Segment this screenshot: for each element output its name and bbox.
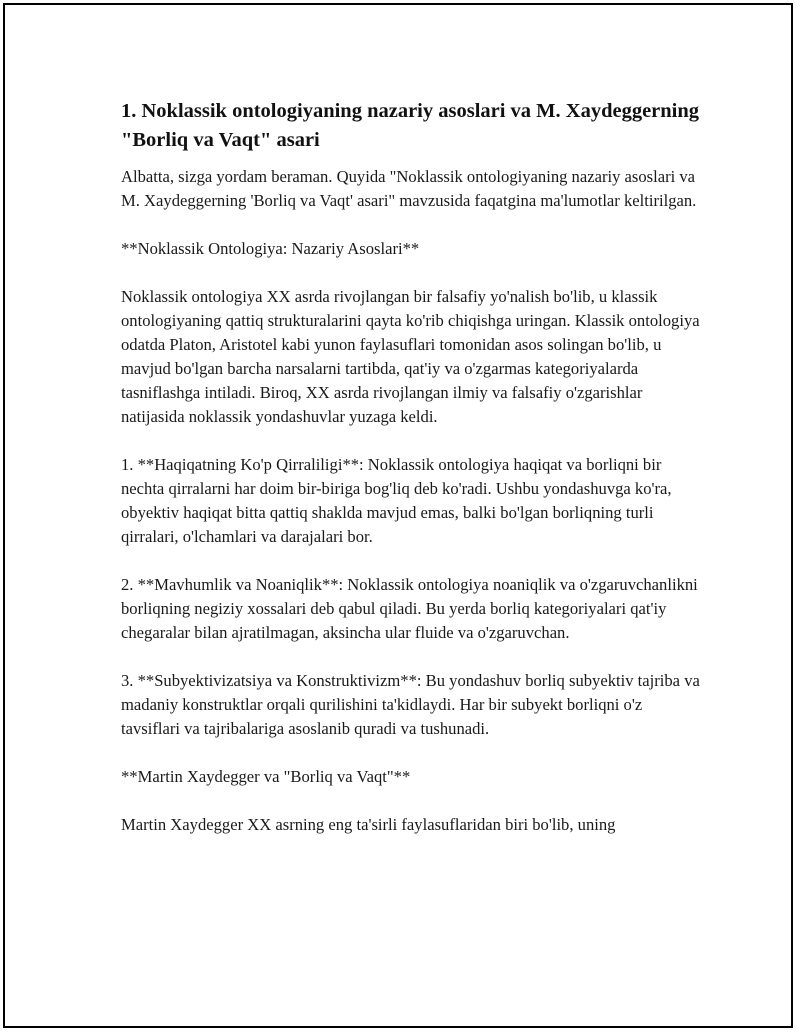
document-page: [3, 3, 793, 1028]
document-body: [121, 97, 701, 861]
list-item-3: 3. **Subyektivizatsiya va Konstruktivizm**: Bu yondashuv borliq subyektiv tajriba va madaniy konstruktlar orqali qurilishini ta'kidlaydi. Har bir subyekt borliqni o'z tavsiflari va tajribalariga asoslanib quradi va tushunadi.: [121, 671, 700, 738]
intro-paragraph: Albatta, sizga yordam beraman. Quyida "Noklassik ontologiyaning nazariy asoslari va M. Xaydeggerning 'Borliq va Vaqt' asari" mavzusida faqatgina ma'lumotlar keltirilgan.: [121, 167, 697, 210]
list-item-2: 2. **Mavhumlik va Noaniqlik**: Noklassik ontologiya noaniqlik va o'zgaruvchanlikni borliqning negiziy xossalari deb qabul qiladi. Bu yerda borliq kategoriyalari qat'iy chegaralar bilan ajratilmagan, aksincha ular fluide va o'zgaruvchan.: [121, 575, 698, 642]
noklassik-paragraph: Noklassik ontologiya XX asrda rivojlangan bir falsafiy yo'nalish bo'lib, u klassik ontologiyaning qattiq strukturalarini qayta ko'rib chiqishga uringan. Klassik ontologiya odatda Platon, Aristotel kabi yunon faylasuflari tomonidan asos solingan bo'lib, u mavjud bo'lgan barcha narsalarni tartibda, qat'iy va o'zgarmas kategoriyalarda tasniflashga intiladi. Biroq, XX asrda rivojlangan ilmiy va falsafiy o'zgarishlar natijasida noklassik yondashuvlar yuzaga keldi.: [121, 287, 700, 426]
xaydegger-paragraph: Martin Xaydegger XX asrning eng ta'sirli faylasuflaridan biri bo'lib, uning: [121, 815, 616, 834]
section-heading-xaydegger: **Martin Xaydegger va "Borliq va Vaqt"**: [121, 767, 411, 786]
section-heading-noklassik: **Noklassik Ontologiya: Nazariy Asoslari**: [121, 239, 420, 258]
page-title: 1. Noklassik ontologiyaning nazariy asoslari va M. Xaydeggerning "Borliq va Vaqt" asari: [121, 100, 700, 151]
list-item-1: 1. **Haqiqatning Ko'p Qirraliligi**: Noklassik ontologiya haqiqat va borliqni bir nechta qirralarni har doim bir-biriga bog'liq deb ko'radi. Ushbu yondashuvga ko'ra, obyektiv haqiqat bitta qattiq shaklda mavjud emas, balki bo'lgan borliqning turli qirralari, o'lchamlari va darajalari bor.: [121, 455, 672, 546]
